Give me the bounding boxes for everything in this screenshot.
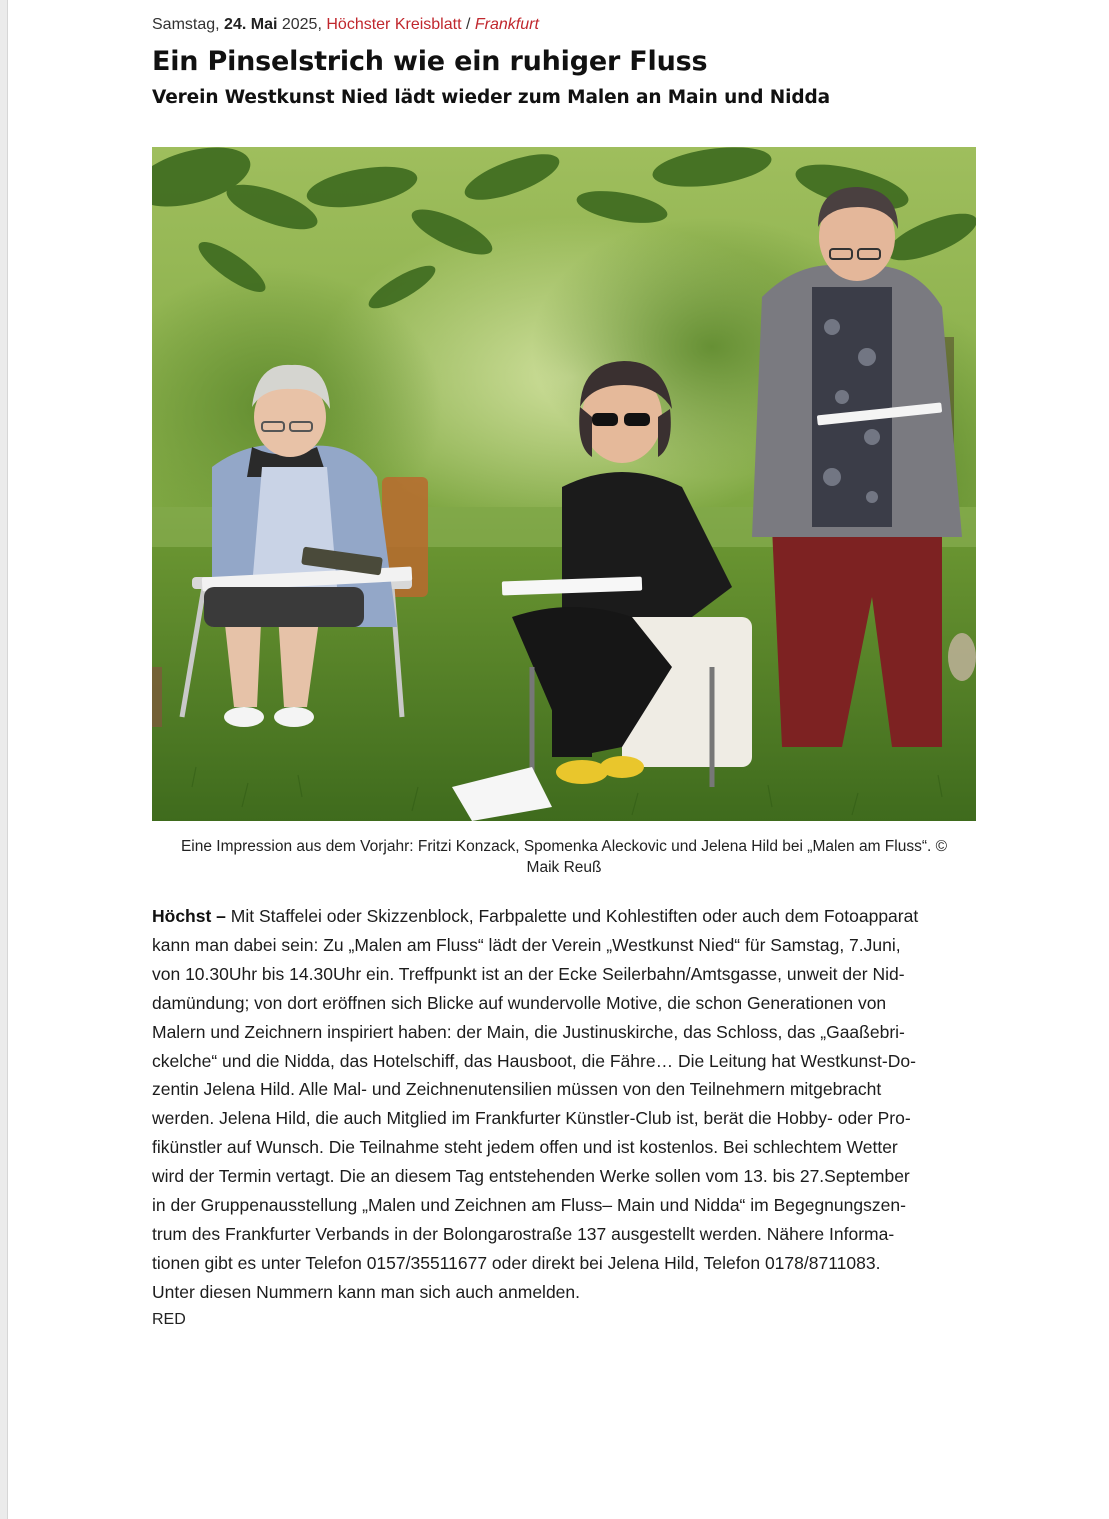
body-line: in der Gruppenausstellung „Malen und Zeichnen am Fluss– Main und Nidda“ im Begegnungszen- (152, 1195, 906, 1216)
body-line: kann man dabei sein: Zu „Malen am Fluss“ lädt der Verein „Westkunst Nied“ für Samstag, 7.Juni, (152, 934, 901, 955)
body-line: werden. Jelena Hild, die auch Mitglied im Frankfurter Künstler-Club ist, berät die Hobby- oder Pro- (152, 1108, 911, 1129)
article-meta (152, 14, 976, 36)
article-body (152, 902, 976, 1307)
meta-year: 2025, (281, 16, 322, 33)
body-line: fikünstler auf Wunsch. Die Teilnahme steht jedem offen und ist kostenlos. Bei schlechtem Wetter (152, 1137, 898, 1158)
meta-weekday: Samstag, (152, 16, 220, 33)
body-line: wird der Termin vertagt. Die an diesem Tag entstehenden Werke sollen vom 13. bis 27.September (152, 1166, 910, 1187)
publication-link[interactable]: Höchster Kreisblatt (326, 16, 462, 33)
article (152, 14, 976, 1328)
caption-line-2: Maik Reuß (526, 859, 602, 876)
body-line-text: Mit Staffelei oder Skizzenblock, Farbpalette und Kohlestiften oder auch dem Fotoapparat (225, 906, 919, 926)
caption-line-1: Eine Impression aus dem Vorjahr: Fritzi Konzack, Spomenka Aleckovic und Jelena Hild bei „Malen am Fluss“. © (180, 838, 948, 855)
body-line: Unter diesen Nummern kann man sich auch anmelden. (152, 1281, 580, 1302)
author-signature: RED (152, 1311, 186, 1328)
body-line: ckelche“ und die Nidda, das Hotelschiff, das Hausboot, die Fähre… Die Leitung hat Westkunst-Do- (152, 1050, 916, 1071)
body-line (152, 902, 976, 931)
body-line: tionen gibt es unter Telefon 0157/35511677 oder direkt bei Jelena Hild, Telefon 0178/8711083. (152, 1252, 881, 1273)
body-line: Malern und Zeichnern inspiriert haben: der Main, die Justinuskirche, das Schloss, das „Gaaßebri- (152, 1021, 905, 1042)
page-left-edge (0, 0, 8, 1519)
body-line: damündung; von dort eröffnen sich Blicke auf wundervolle Motive, die schon Generationen von (152, 992, 887, 1013)
headline: Ein Pinselstrich wie ein ruhiger Fluss (152, 46, 708, 77)
body-line: zentin Jelena Hild. Alle Mal- und Zeichnenutensilien müssen von den Teilnehmern mitgebracht (152, 1079, 882, 1100)
article-photo (152, 147, 976, 821)
subheadline: Verein Westkunst Nied lädt wieder zum Malen an Main und Nidda (152, 87, 831, 108)
section-link[interactable]: Frankfurt (474, 16, 539, 33)
photo-painters-in-park-icon (152, 147, 976, 821)
body-dateline: Höchst – (152, 906, 226, 926)
meta-separator: / (465, 16, 471, 33)
body-line: von 10.30Uhr bis 14.30Uhr ein. Treffpunkt ist an der Ecke Seilerbahn/Amtsgasse, unweit der Nid- (152, 963, 905, 984)
photo-caption (152, 836, 976, 878)
body-line: trum des Frankfurter Verbands in der Bolongarostraße 137 ausgestellt werden. Nähere Informa- (152, 1223, 895, 1244)
meta-date: 24. Mai (224, 16, 278, 33)
